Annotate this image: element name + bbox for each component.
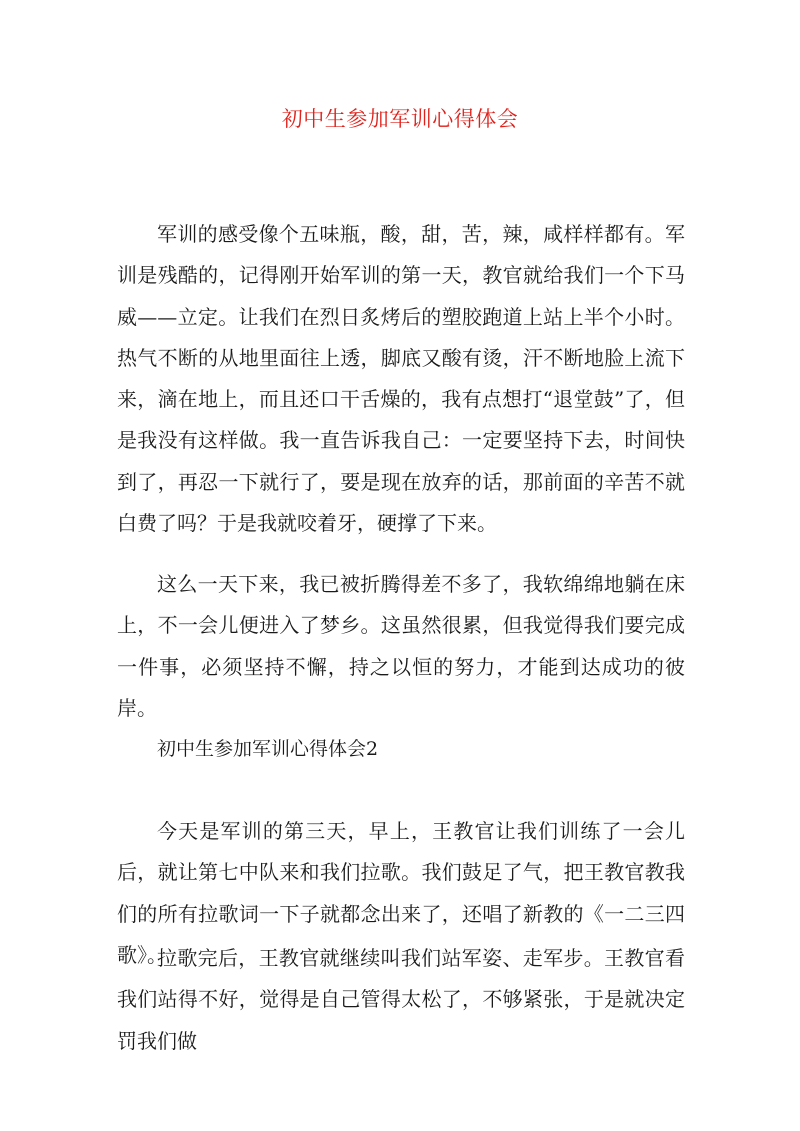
paragraph-3: 今天是军训的第三天，早上，王教官让我们训练了一会儿后，就让第七中队来和我们拉歌。我们鼓足了气，把王教官教我们的所有拉歌词一下子就都念出来了，还唱了新教的《一二三四歌》。 <box>117 819 685 967</box>
paragraph-1: 军训的感受像个五味瓶，酸，甜，苦，辣，咸样样都有。军训是残酷的，记得刚开始军训的第一天，教官就给我们一个下马威——立定。让我们在烈日炙烤后的塑胶跑道上站上半个小时。热气不断的从地里面往上透，脚底又酸有烫，汗不断地脸上流下来，滴在地上，而且还口干舌燥的，我有点想打“退堂鼓”了，但是我没有这样做。我一直告诉我自己：一定要坚持下去，时间快到了，再忍一下就行了，要是现在放弃的话，那前面的辛苦不就白费了吗？于是我就咬着牙，硬撑了下来。 <box>117 222 685 536</box>
paragraph-2: 这么一天下来，我已被折腾得差不多了，我软绵绵地躺在床上，不一会儿便进入了梦乡。这虽然很累，但我觉得我们要完成一件事，必须坚持不懈，持之以恒的努力，才能到达成功的彼岸。 <box>117 572 685 720</box>
document-title: 初中生参加军训心得体会 <box>281 107 519 131</box>
paragraph-4: 拉歌完后，王教官就继续叫我们站军姿、走军步。王教官看我们站得不好，觉得是自己管得太松了，不够紧张，于是就决定罚我们做 <box>117 946 685 1053</box>
section-subtitle: 初中生参加军训心得体会2 <box>157 738 379 760</box>
